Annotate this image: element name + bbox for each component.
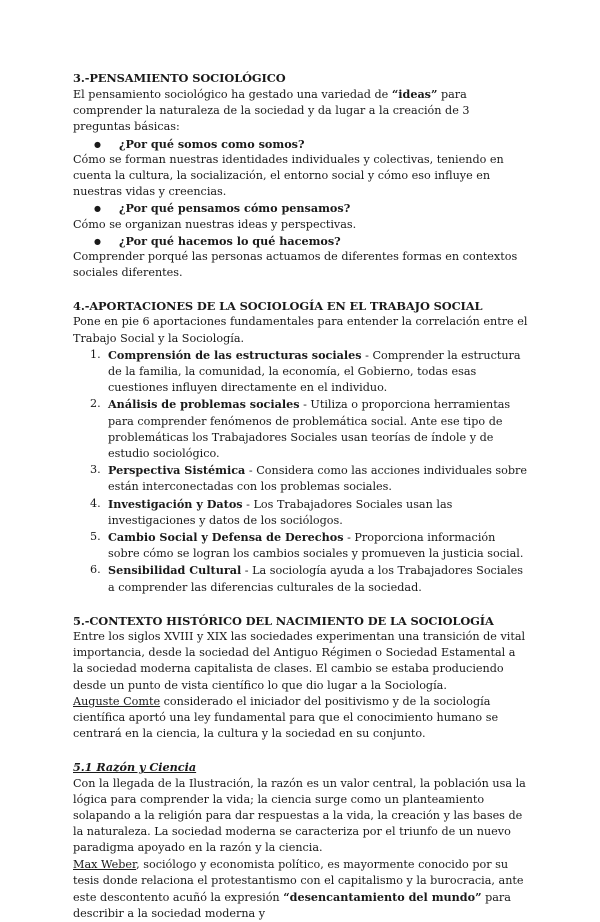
section-5-paragraph: Entre los siglos XVIII y XIX las sociedades experimentan una transición de vital importancia, desde la sociedad del Antiguo Régimen o Sociedad Estamental a la sociedad moderna capitalista de clases. El cambio se estaba produciendo desde un punto de vista científico lo que dio lugar a la Sociología. [73, 629, 526, 692]
list-item: 4. Investigación y Datos - Los Trabajadores Sociales usan las investigaciones y datos de los sociólogos. [90, 496, 453, 527]
answer-1: Cómo se forman nuestras identidades individuales y colectivas, teniendo en cuenta la cultura, la socialización, el entorno social y cómo eso influye en nuestras vidas y creencias. [73, 152, 504, 199]
document-page [73, 70, 528, 922]
section-3-heading: 3.-PENSAMIENTO SOCIOLÓGICO [73, 71, 286, 85]
section-3-intro: El pensamiento sociológico ha gestado una variedad de “ideas” para comprender la naturaleza de la sociedad y da lugar a la creación de 3 preguntas básicas: [73, 87, 470, 134]
section-4-intro: Pone en pie 6 aportaciones fundamentales para entender la correlación entre el Trabajo Social y la Sociología. [73, 315, 528, 345]
list-item: 3. Perspectiva Sistémica - Considera como las acciones individuales sobre están interconectadas con los problemas sociales. [90, 463, 528, 494]
section-5-heading: 5.-CONTEXTO HISTÓRICO DEL NACIMIENTO DE LA SOCIOLOGÍA [73, 613, 494, 628]
question-1: ● ¿Por qué somos como somos? [73, 136, 528, 152]
list-item: 5. Cambio Social y Defensa de Derechos - Proporciona información sobre cómo se logran los cambios sociales y promueven la justicia social. [90, 530, 524, 561]
contributions-list [73, 347, 528, 596]
list-item: 2. Análisis de problemas sociales - Utiliza o proporciona herramientas para comprender fenómenos de problemática social. Ante ese tipo de problemáticas los Trabajadores Sociales usan teorías de índole y de estudio sociológico. [90, 397, 511, 461]
question-2: ● ¿Por qué pensamos cómo pensamos? [73, 200, 528, 216]
section-4-heading: 4.-APORTACIONES DE LA SOCIOLOGÍA EN EL TRABAJO SOCIAL [73, 299, 483, 314]
answer-3: Comprender porqué las personas actuamos de diferentes formas en contextos sociales diferentes. [73, 250, 518, 280]
comte-name: Auguste Comte [73, 694, 161, 708]
comte-paragraph: Auguste Comte considerado el iniciador del positivismo y de la sociología científica aportó una ley fundamental para que el conocimiento humano se centrará en la ciencia, la cultura y la sociedad en su conjunto. [73, 694, 499, 741]
answer-2: Cómo se organizan nuestras ideas y perspectivas. [73, 217, 357, 231]
weber-name: Max Weber [73, 857, 137, 871]
list-item: 1. Comprensión de las estructuras sociales - Comprender la estructura de la familia, la comunidad, la economía, el Gobierno, todas esas cuestiones influyen directamente en el individuo. [90, 347, 521, 395]
reason-science-paragraph: Con la llegada de la Ilustración, la razón es un valor central, la población usa la lógica para comprender la vida; la ciencia surge como un planteamiento solapando a la religión para dar respuestas a la vida, la creación y las bases de la naturaleza. La sociedad moderna se caracteriza por el triunfo de un nuevo paradigma apoyado en la razón y la ciencia. [73, 776, 526, 855]
question-3: ● ¿Por qué hacemos lo qué hacemos? [73, 233, 528, 249]
list-item: 6. Sensibilidad Cultural - La sociología ayuda a los Trabajadores Sociales a comprender las diferencias culturales de la sociedad. [90, 563, 524, 594]
weber-paragraph: Max Weber, sociólogo y economista político, es mayormente conocido por su tesis donde relaciona el protestantismo con el capitalismo y la burocracia, ante este descontento acuñó la expresión “desencantamiento del mundo” para describir a la sociedad moderna y [73, 857, 524, 921]
subsection-heading: 5.1 Razón y Ciencia [73, 760, 197, 775]
